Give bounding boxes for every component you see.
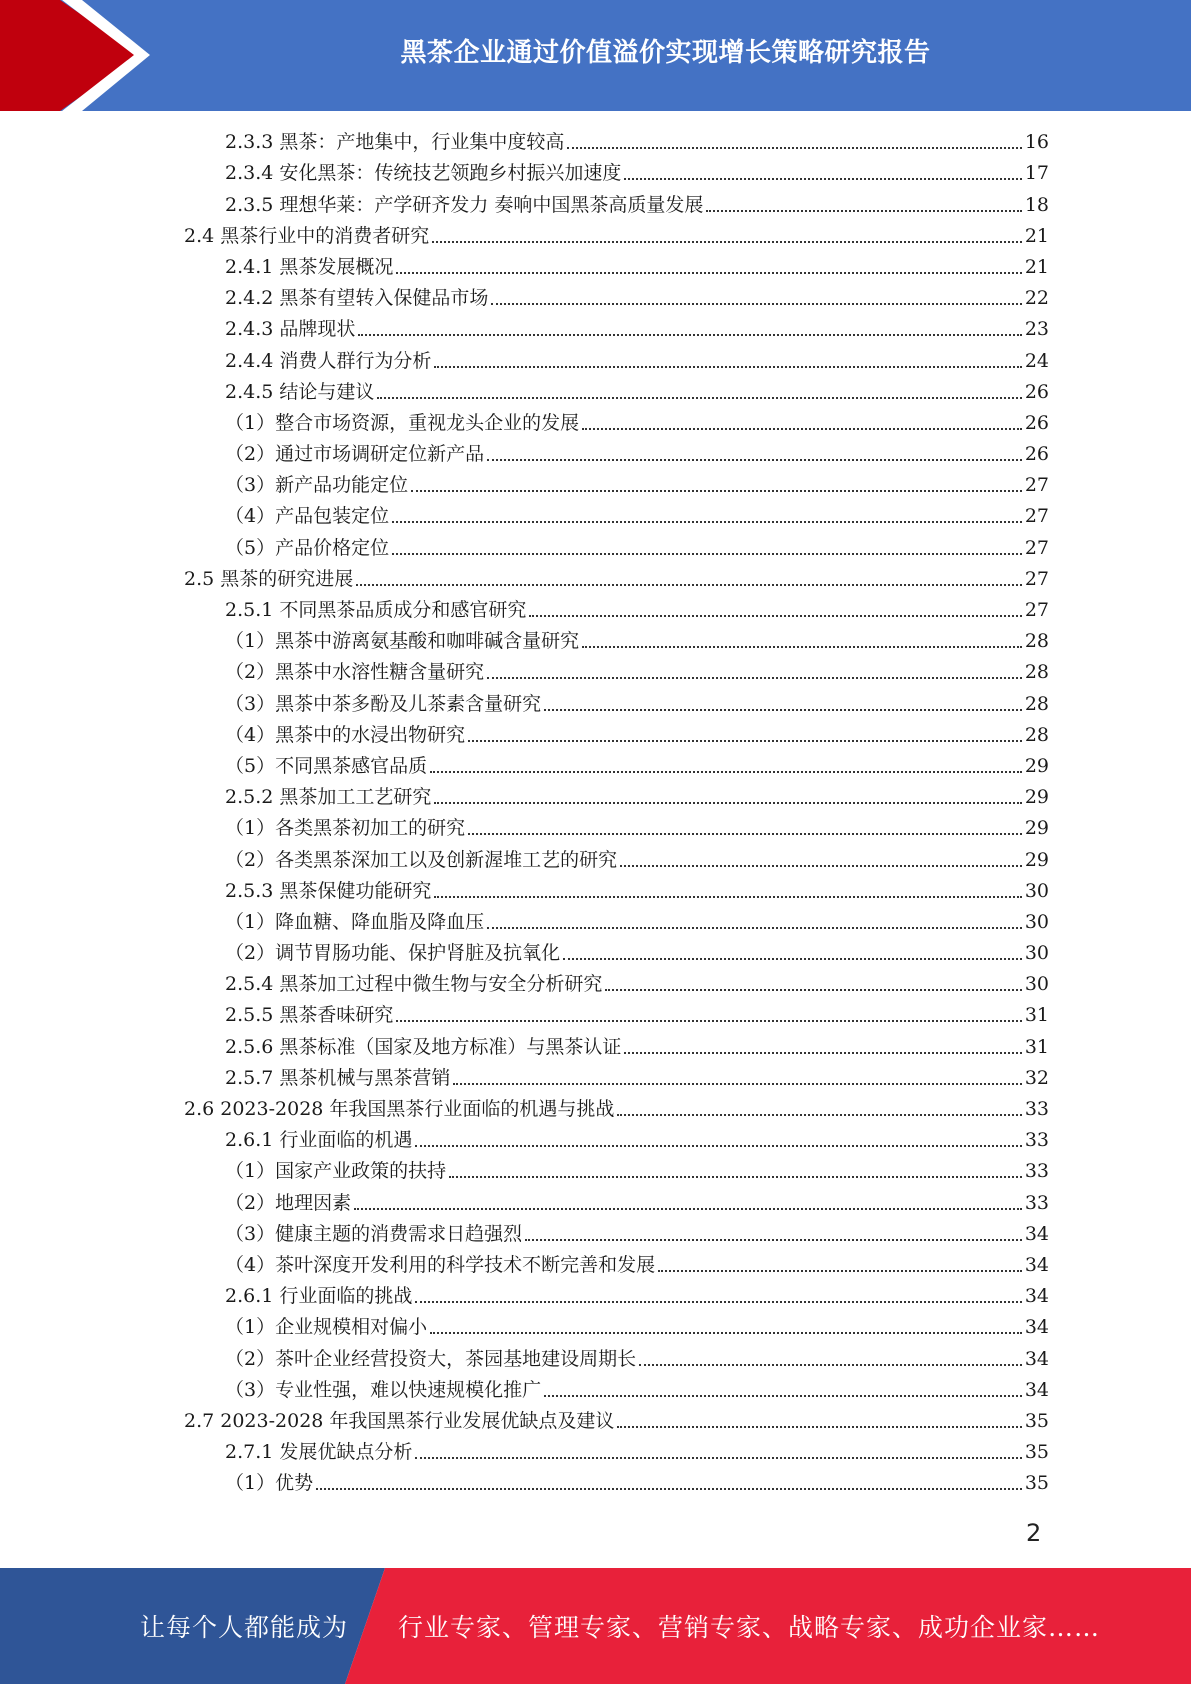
toc-dot-leader xyxy=(434,802,1021,804)
toc-dot-leader xyxy=(544,1395,1022,1397)
toc-dot-leader xyxy=(411,490,1022,492)
toc-entry[interactable] xyxy=(0,469,1191,500)
toc-dot-leader xyxy=(605,989,1021,991)
toc-entry-page: 35 xyxy=(1024,1441,1049,1464)
toc-entry[interactable] xyxy=(0,563,1191,594)
toc-entry-title: （1）降血糖、降血脂及降血压 xyxy=(225,910,485,933)
toc-entry[interactable] xyxy=(0,188,1191,219)
toc-entry[interactable] xyxy=(0,407,1191,438)
toc-entry[interactable] xyxy=(0,719,1191,750)
toc-dot-leader xyxy=(432,241,1022,243)
toc-entry[interactable] xyxy=(0,531,1191,562)
toc-entry[interactable] xyxy=(0,1030,1191,1061)
toc-entry[interactable] xyxy=(0,843,1191,874)
toc-dot-leader xyxy=(453,1083,1021,1085)
toc-entry-title: 2.4.4 消费人群行为分析 xyxy=(225,349,432,372)
toc-entry-page: 26 xyxy=(1024,380,1049,403)
toc-entry-page: 31 xyxy=(1024,1035,1049,1058)
toc-entry-page: 33 xyxy=(1024,1160,1049,1183)
toc-entry[interactable] xyxy=(0,750,1191,781)
toc-dot-leader xyxy=(392,521,1022,523)
toc-entry[interactable] xyxy=(0,594,1191,625)
toc-dot-leader xyxy=(354,1208,1022,1210)
toc-entry-title: （1）黑茶中游离氨基酸和咖啡碱含量研究 xyxy=(225,630,580,653)
toc-entry-title: 2.3.5 理想华莱：产学研齐发力 奏响中国黑茶高质量发展 xyxy=(225,193,704,216)
toc-entry-title: 2.6.1 行业面临的机遇 xyxy=(225,1129,413,1152)
toc-dot-leader xyxy=(491,303,1021,305)
toc-dot-leader xyxy=(468,833,1022,835)
toc-entry-title: 2.7 2023-2028 年我国黑茶行业发展优缺点及建议 xyxy=(184,1409,615,1432)
toc-dot-leader xyxy=(544,709,1022,711)
toc-entry-page: 28 xyxy=(1024,692,1049,715)
toc-dot-leader xyxy=(624,178,1021,180)
toc-entry-page: 32 xyxy=(1024,1066,1049,1089)
toc-entry-title: （3）健康主题的消费需求日趋强烈 xyxy=(225,1222,523,1245)
toc-entry[interactable] xyxy=(0,1249,1191,1280)
toc-entry-page: 18 xyxy=(1024,193,1049,216)
toc-entry[interactable] xyxy=(0,625,1191,656)
toc-entry-page: 30 xyxy=(1024,942,1049,965)
toc-dot-leader xyxy=(434,366,1021,368)
toc-dot-leader xyxy=(563,958,1022,960)
toc-entry[interactable] xyxy=(0,1374,1191,1405)
toc-entry-page: 21 xyxy=(1024,224,1049,247)
toc-entry-title: 2.5.5 黑茶香味研究 xyxy=(225,1004,394,1027)
toc-dot-leader xyxy=(706,210,1021,212)
toc-dot-leader xyxy=(487,459,1022,461)
toc-dot-leader xyxy=(392,553,1022,555)
toc-entry[interactable] xyxy=(0,1467,1191,1498)
toc-entry-page: 33 xyxy=(1024,1191,1049,1214)
toc-entry[interactable] xyxy=(0,1342,1191,1373)
footer-slogan-left: 让每个人都能成为 xyxy=(140,1613,349,1642)
toc-entry-page: 30 xyxy=(1024,973,1049,996)
toc-dot-leader xyxy=(620,865,1022,867)
toc-entry-title: （2）通过市场调研定位新产品 xyxy=(225,443,485,466)
toc-dot-leader xyxy=(396,272,1021,274)
toc-entry-page: 29 xyxy=(1024,848,1049,871)
toc-entry[interactable] xyxy=(0,344,1191,375)
toc-entry-page: 28 xyxy=(1024,630,1049,653)
toc-entry[interactable] xyxy=(0,937,1191,968)
toc-entry-title: 2.4.1 黑茶发展概况 xyxy=(225,255,394,278)
toc-dot-leader xyxy=(487,677,1022,679)
toc-entry-title: 2.5.6 黑茶标准（国家及地方标准）与黑茶认证 xyxy=(225,1035,622,1058)
toc-entry-page: 27 xyxy=(1024,505,1049,528)
toc-dot-leader xyxy=(487,927,1022,929)
toc-entry[interactable] xyxy=(0,126,1191,157)
toc-entry-title: （1）国家产业政策的扶持 xyxy=(225,1160,447,1183)
footer-slogan-right: 行业专家、管理专家、营销专家、战略专家、成功企业家…… xyxy=(398,1613,1101,1642)
report-title: 黑茶企业通过价值溢价实现增长策略研究报告 xyxy=(400,38,931,68)
toc-entry[interactable] xyxy=(0,1218,1191,1249)
toc-entry-page: 17 xyxy=(1024,162,1049,185)
toc-entry-page: 26 xyxy=(1024,411,1049,434)
header-arrow-icon xyxy=(0,0,200,111)
toc-entry[interactable] xyxy=(0,968,1191,999)
toc-entry-title: 2.5.7 黑茶机械与黑茶营销 xyxy=(225,1066,451,1089)
toc-entry-title: 2.4.3 品牌现状 xyxy=(225,318,356,341)
toc-entry-page: 30 xyxy=(1024,910,1049,933)
toc-entry-page: 29 xyxy=(1024,786,1049,809)
toc-dot-leader xyxy=(624,1052,1021,1054)
toc-entry-title: 2.5.4 黑茶加工过程中微生物与安全分析研究 xyxy=(225,973,603,996)
toc-entry[interactable] xyxy=(0,1155,1191,1186)
toc-entry[interactable] xyxy=(0,313,1191,344)
toc-entry-title: （1）企业规模相对偏小 xyxy=(225,1316,428,1339)
toc-entry-page: 23 xyxy=(1024,318,1049,341)
toc-entry[interactable] xyxy=(0,438,1191,469)
toc-entry-title: （5）产品价格定位 xyxy=(225,536,390,559)
toc-dot-leader xyxy=(377,397,1021,399)
toc-entry[interactable] xyxy=(0,157,1191,188)
toc-dot-leader xyxy=(639,1364,1022,1366)
toc-entry-page: 34 xyxy=(1024,1253,1049,1276)
toc-dot-leader xyxy=(582,646,1022,648)
toc-entry[interactable] xyxy=(0,251,1191,282)
toc-entry-title: （2）黑茶中水溶性糖含量研究 xyxy=(225,661,485,684)
toc-entry-page: 28 xyxy=(1024,723,1049,746)
toc-entry-page: 28 xyxy=(1024,661,1049,684)
toc-dot-leader xyxy=(567,147,1021,149)
toc-entry-title: （3）黑茶中茶多酚及儿茶素含量研究 xyxy=(225,692,542,715)
toc-entry[interactable] xyxy=(0,656,1191,687)
toc-entry-title: 2.5.1 不同黑茶品质成分和感官研究 xyxy=(225,599,527,621)
toc-entry-title: （5）不同黑茶感官品质 xyxy=(225,754,428,777)
report-header xyxy=(0,0,1191,111)
toc-entry-title: 2.7.1 发展优缺点分析 xyxy=(225,1441,413,1464)
toc-entry-page: 31 xyxy=(1024,1004,1049,1027)
toc-entry-title: 2.5.3 黑茶保健功能研究 xyxy=(225,879,432,902)
toc-entry-page: 27 xyxy=(1024,536,1049,559)
toc-entry-page: 33 xyxy=(1024,1098,1049,1120)
toc-dot-leader xyxy=(529,615,1021,617)
toc-entry-title: （2）茶叶企业经营投资大，茶园基地建设周期长 xyxy=(225,1347,637,1370)
toc-entry-title: 2.6 2023-2028 年我国黑茶行业面临的机遇与挑战 xyxy=(184,1098,615,1120)
toc-entry[interactable] xyxy=(0,220,1191,251)
toc-dot-leader xyxy=(356,584,1022,586)
toc-entry-title: （2）调节胃肠功能、保护肾脏及抗氧化 xyxy=(225,942,561,965)
toc-entry-page: 26 xyxy=(1024,443,1049,466)
toc-entry-page: 24 xyxy=(1024,349,1049,372)
toc-entry[interactable] xyxy=(0,812,1191,843)
toc-entry-title: （3）新产品功能定位 xyxy=(225,474,409,497)
toc-entry[interactable] xyxy=(0,781,1191,812)
toc-entry[interactable] xyxy=(0,1093,1191,1124)
toc-entry-title: （1）整合市场资源，重视龙头企业的发展 xyxy=(225,411,580,434)
toc-entry-page: 34 xyxy=(1024,1378,1049,1401)
toc-entry-title: 2.6.1 行业面临的挑战 xyxy=(225,1285,413,1308)
toc-entry[interactable] xyxy=(0,500,1191,531)
toc-dot-leader xyxy=(415,1457,1021,1459)
toc-entry[interactable] xyxy=(0,999,1191,1030)
toc-entry-page: 29 xyxy=(1024,817,1049,840)
toc-entry-page: 21 xyxy=(1024,255,1049,278)
toc-dot-leader xyxy=(468,740,1022,742)
toc-entry-page: 34 xyxy=(1024,1285,1049,1308)
toc-entry[interactable] xyxy=(0,1124,1191,1155)
toc-entry[interactable] xyxy=(0,1311,1191,1342)
toc-entry[interactable] xyxy=(0,906,1191,937)
toc-entry-title: （4）茶叶深度开发利用的科学技术不断完善和发展 xyxy=(225,1253,656,1276)
toc-dot-leader xyxy=(434,896,1021,898)
toc-entry-title: （2）地理因素 xyxy=(225,1191,352,1214)
toc-entry-title: 2.4.5 结论与建议 xyxy=(225,380,375,403)
toc-entry-title: （4）产品包装定位 xyxy=(225,505,390,528)
toc-entry-title: （4）黑茶中的水浸出物研究 xyxy=(225,723,466,746)
toc-entry-page: 34 xyxy=(1024,1222,1049,1245)
toc-entry-title: （2）各类黑茶深加工以及创新渥堆工艺的研究 xyxy=(225,848,618,871)
toc-entry-title: （1）优势 xyxy=(225,1472,314,1495)
footer-banner xyxy=(0,1568,1191,1684)
toc-entry-title: 2.4 黑茶行业中的消费者研究 xyxy=(184,224,430,247)
toc-entry[interactable] xyxy=(0,875,1191,906)
toc-entry-title: 2.3.3 黑茶：产地集中，行业集中度较高 xyxy=(225,131,565,154)
toc-dot-leader xyxy=(582,428,1022,430)
toc-entry-page: 29 xyxy=(1024,754,1049,777)
toc-entry-page: 22 xyxy=(1024,287,1049,310)
toc-dot-leader xyxy=(430,1332,1022,1334)
toc-entry[interactable] xyxy=(0,1186,1191,1217)
toc-dot-leader xyxy=(415,1301,1021,1303)
toc-entry-title: （3）专业性强，难以快速规模化推广 xyxy=(225,1378,542,1401)
toc-entry[interactable] xyxy=(0,687,1191,718)
toc-entry-page: 30 xyxy=(1024,879,1049,902)
toc-entry-page: 27 xyxy=(1024,567,1049,590)
toc-entry[interactable] xyxy=(0,1436,1191,1467)
toc-entry-title: 2.4.2 黑茶有望转入保健品市场 xyxy=(225,287,489,310)
toc-entry[interactable] xyxy=(0,282,1191,313)
toc-entry[interactable] xyxy=(0,1405,1191,1436)
toc-dot-leader xyxy=(316,1488,1022,1490)
toc-entry-page: 16 xyxy=(1024,131,1049,154)
toc-entry[interactable] xyxy=(0,1280,1191,1311)
toc-dot-leader xyxy=(617,1114,1021,1116)
toc-entry-title: 2.3.4 安化黑茶：传统技艺领跑乡村振兴加速度 xyxy=(225,162,622,185)
toc-entry-title: 2.5 黑茶的研究进展 xyxy=(184,567,354,590)
toc-dot-leader xyxy=(415,1145,1021,1147)
toc-entry-page: 33 xyxy=(1024,1129,1049,1152)
toc-dot-leader xyxy=(617,1426,1021,1428)
toc-entry-page: 27 xyxy=(1024,474,1049,497)
toc-dot-leader xyxy=(525,1239,1022,1241)
toc-entry-page: 35 xyxy=(1024,1472,1049,1495)
toc-entry-page: 34 xyxy=(1024,1347,1049,1370)
toc-dot-leader xyxy=(449,1176,1022,1178)
toc-dot-leader xyxy=(358,334,1021,336)
toc-entry[interactable] xyxy=(0,376,1191,407)
toc-entry[interactable] xyxy=(0,1062,1191,1093)
toc-dot-leader xyxy=(658,1270,1022,1272)
table-of-contents xyxy=(0,126,1191,1498)
toc-entry-page: 34 xyxy=(1024,1316,1049,1339)
toc-entry-title: 2.5.2 黑茶加工工艺研究 xyxy=(225,786,432,809)
toc-dot-leader xyxy=(396,1020,1021,1022)
toc-entry-page: 27 xyxy=(1024,599,1049,621)
page-number: 2 xyxy=(1026,1519,1042,1547)
toc-entry-title: （1）各类黑茶初加工的研究 xyxy=(225,817,466,840)
toc-dot-leader xyxy=(430,771,1022,773)
toc-entry-page: 35 xyxy=(1024,1409,1049,1432)
